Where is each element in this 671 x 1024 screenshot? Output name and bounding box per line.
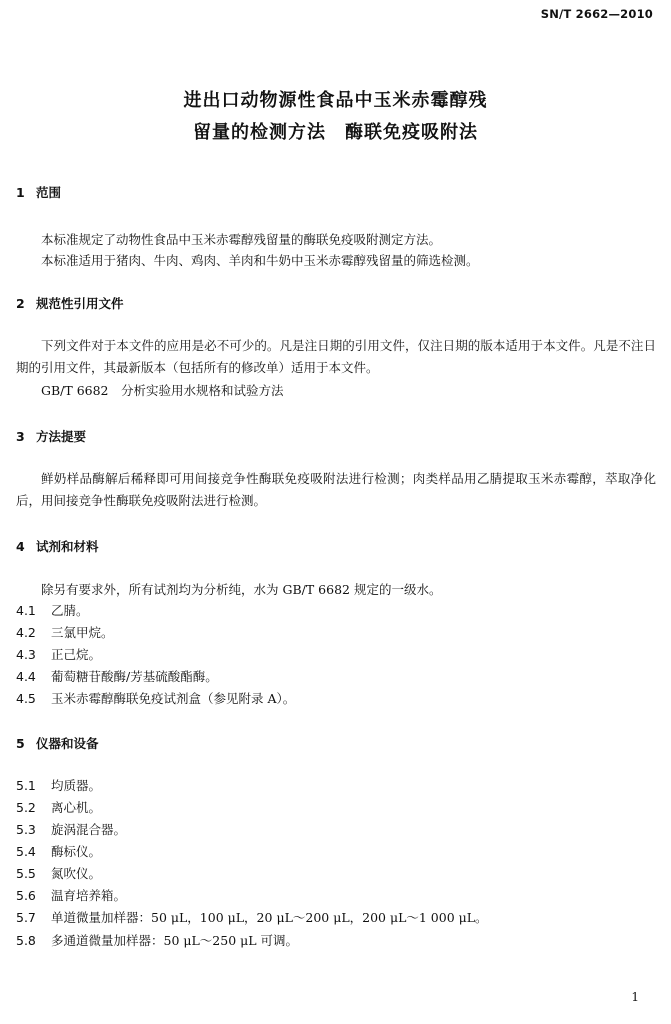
section-number: 2 <box>16 296 25 311</box>
list-item: 4.5 玉米赤霉醇酶联免疫试剂盒（参见附录 A）。 <box>16 691 296 706</box>
list-item: 4.1 乙腈。 <box>16 603 89 618</box>
list-item: 5.7 单道微量加样器：50 μL，100 μL，20 μL～200 μL，200 μL～1 000 μL。 <box>16 910 488 925</box>
list-item: 5.2 离心机。 <box>16 800 102 815</box>
list-item: 4.2 三氯甲烷。 <box>16 625 114 640</box>
list-item: 5.3 旋涡混合器。 <box>16 822 127 837</box>
list-item: 5.8 多通道微量加样器：50 μL～250 μL 可调。 <box>16 933 299 948</box>
section-heading-1 <box>16 183 61 201</box>
section-number: 4 <box>16 539 25 554</box>
list-item: 4.3 正己烷。 <box>16 647 102 662</box>
section-number: 3 <box>16 429 25 444</box>
section-heading-3 <box>16 427 86 445</box>
list-item: 5.6 温育培养箱。 <box>16 888 127 903</box>
page-number: 1 <box>631 990 639 1004</box>
section-title: 试剂和材料 <box>36 539 99 554</box>
section-heading-2 <box>16 294 124 312</box>
paragraph: 本标准规定了动物性食品中玉米赤霉醇残留量的酶联免疫吸附测定方法。 <box>41 232 442 247</box>
section-title: 仪器和设备 <box>36 736 99 751</box>
section-title: 方法提要 <box>36 429 87 444</box>
document-title-line-2: 留量的检测方法 酶联免疫吸附法 <box>193 122 478 143</box>
paragraph: 下列文件对于本文件的应用是必不可少的。凡是注日期的引用文件，仅注日期的版本适用于本文件。凡是不注日期的引用文件，其最新版本（包括所有的修改单）适用于本文件。 <box>16 338 656 375</box>
normative-reference: GB/T 6682 分析实验用水规格和试验方法 <box>41 383 284 398</box>
section-title: 规范性引用文件 <box>36 296 124 311</box>
document-title-line-1: 进出口动物源性食品中玉米赤霉醇残 <box>183 90 488 111</box>
paragraph: 鲜奶样品酶解后稀释即可用间接竞争性酶联免疫吸附法进行检测；肉类样品用乙腈提取玉米赤霉醇，萃取净化后，用间接竞争性酶联免疫吸附法进行检测。 <box>16 471 656 508</box>
section-heading-5 <box>16 734 99 752</box>
section-heading-4 <box>16 537 99 555</box>
list-item: 5.4 酶标仪。 <box>16 844 102 859</box>
section-title: 范围 <box>36 185 62 200</box>
list-item: 4.4 葡萄糖苷酸酶/芳基硫酸酯酶。 <box>16 669 218 684</box>
list-item: 5.1 均质器。 <box>16 778 102 793</box>
standard-code: SN/T 2662—2010 <box>540 7 653 21</box>
section-number: 5 <box>16 736 25 751</box>
paragraph: 本标准适用于猪肉、牛肉、鸡肉、羊肉和牛奶中玉米赤霉醇残留量的筛选检测。 <box>41 253 479 268</box>
paragraph: 除另有要求外，所有试剂均为分析纯，水为 GB/T 6682 规定的一级水。 <box>41 582 442 597</box>
list-item: 5.5 氮吹仪。 <box>16 866 102 881</box>
section-number: 1 <box>16 185 25 200</box>
